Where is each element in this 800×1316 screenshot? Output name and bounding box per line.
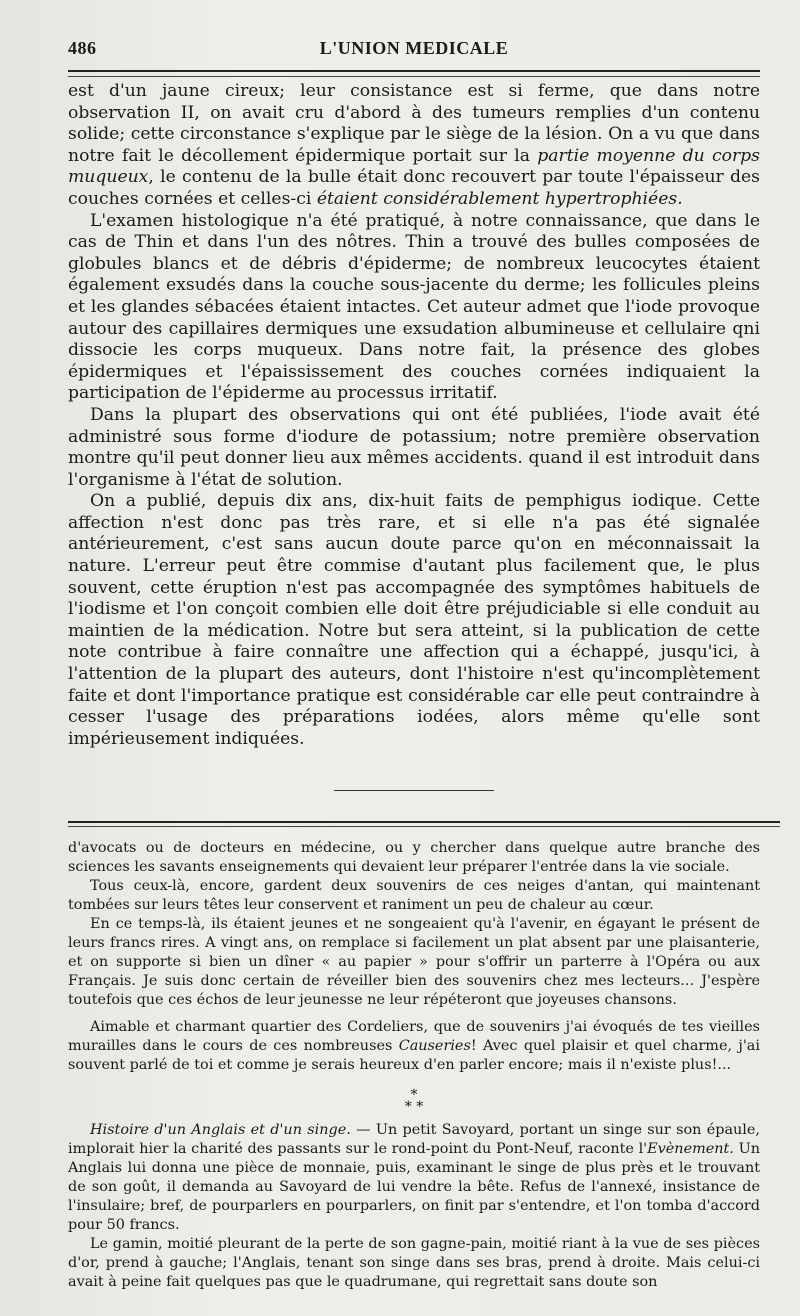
feuilleton-paragraph-1: d'avocats ou de docteurs en médecine, ou y chercher dans quelque autre branche des sciences les savants enseignements qui devaient leur préparer l'entrée dans la vie sociale. bbox=[68, 840, 760, 876]
feuilleton-divider-thin bbox=[68, 826, 780, 827]
feuilleton-divider bbox=[68, 821, 780, 823]
feuilleton-section bbox=[68, 839, 760, 1292]
article-paragraph-3: Dans la plupart des observations qui ont été publiées, l'iode avait été administré sous forme d'iodure de potassium; notre première observation montre qu'il peut donner lieu aux mêmes accidents. quand il est introduit dans l'organisme à l'état de solution. bbox=[68, 404, 760, 490]
article-paragraph-2: L'examen histologique n'a été pratiqué, à notre connaissance, que dans le cas de Thin et dans l'un des nôtres. Thin a trouvé des bulles composées de globules blancs et de débris d'épiderme; de nombreux leucocytes étaient également exsudés dans la couche sous-jacente du derme; les follicules pleins et les glandes sébacées étaient intactes. Cet auteur admet que l'iode provoque autour des capillaires dermiques une exsudation albumineuse et cellulaire qni dissocie les corps muqueux. Dans notre fait, la présence des globes épidermiques et l'épaississement des couches cornées indiquaient la participation de l'épiderme au processus irritatif. bbox=[68, 210, 760, 404]
main-article bbox=[68, 81, 760, 750]
feuilleton-paragraph-5: Histoire d'un Anglais et d'un singe. — Un petit Savoyard, portant un singe sur son épaule, implorait hier la charité des passants sur le rond-point du Pont-Neuf, raconte l'Evènement. Un Anglais lui donna une pièce de monnaie, puis, examinant le singe de plus près et le trouvant de son goût, il demanda au Savoyard de lui vendre la bête. Refus de l'annexé, insistance de l'insulaire; bref, de pourparlers en pourparlers, on finit par s'entendre, et l'on tomba d'accord pour 50 francs. bbox=[68, 1122, 760, 1234]
journal-title: L'UNION MEDICALE bbox=[319, 38, 509, 58]
feuilleton-paragraph-3: En ce temps-là, ils étaient jeunes et ne songeaient qu'à l'avenir, en égayant le présent de leurs francs rires. A vingt ans, on remplace si facilement un plat absent par une plaisanterie, et on supporte si bien un dîner « au papier » pour s'offrir un parterre à l'Opéra ou aux Français. Je suis donc certain de réveiller bien des souvenirs chez mes lecteurs... J'espère toutefois que ces échos de leur jeunesse ne leur répéteront que joyeuses chansons. bbox=[68, 916, 760, 1009]
feuilleton-paragraph-2: Tous ceux-là, encore, gardent deux souvenirs de ces neiges d'antan, qui maintenant tombées sur leurs têtes leur conservent et raniment un peu de chaleur au cœur. bbox=[68, 878, 760, 914]
feuilleton-paragraph-4: Aimable et charmant quartier des Cordeliers, que de souvenirs j'ai évoqués de tes vieilles murailles dans le cours de ces nombreuses Causeries! Avec quel plaisir et quel charme, j'ai souvent parlé de toi et comme je serais heureux d'en parler encore; mais il n'existe plus!... bbox=[68, 1019, 760, 1074]
italic-phrase: Causeries bbox=[398, 1038, 471, 1055]
page-header bbox=[68, 38, 760, 68]
article-paragraph-4: On a publié, depuis dix ans, dix-huit faits de pemphigus iodique. Cette affection n'est donc pas très rare, et si elle n'a pas été signalée antérieurement, c'est sans aucun doute parce qu'on en méconnaissait la nature. L'erreur peut être commise d'autant plus facilement que, le plus souvent, cette éruption n'est pas accompagnée des symptômes habituels de l'iodisme et l'on conçoit combien elle doit être préjudiciable si elle conduit au maintien de la médication. Notre but sera atteint, si la publication de cette note contribue à faire connaître une affection qui a échappé, jusqu'ici, à l'attention de la plupart des auteurs, dont l'histoire n'est qu'incomplètement faite et dont l'importance pratique est considérable car elle peut contraindre à cesser l'usage des préparations iodées, alors même qu'elle sont impérieusement indiquées. bbox=[68, 491, 760, 749]
italic-phrase: Evènement. bbox=[647, 1141, 734, 1158]
italic-heading: Histoire d'un Anglais et d'un singe. bbox=[90, 1122, 351, 1139]
header-rule-thin bbox=[68, 76, 760, 77]
article-end-rule bbox=[334, 790, 494, 791]
article-paragraph-1: est d'un jaune cireux; leur consistance est si ferme, que dans notre observation II, on avait cru d'abord à des tumeurs remplies d'un contenu solide; cette circonstance s'explique par le siège de la lésion. On a vu que dans notre fait le décollement épidermique portait sur la partie moyenne du corps muqueux, le contenu de la bulle était donc recouvert par toute l'épaisseur des couches cornées et celles-ci étaient considérablement hypertrophiées. bbox=[68, 81, 760, 209]
header-rule bbox=[68, 70, 760, 72]
page-number: 486 bbox=[68, 38, 97, 58]
feuilleton-paragraph-6: Le gamin, moitié pleurant de la perte de son gagne-pain, moitié riant à la vue de ses pièces d'or, prend à gauche; l'Anglais, tenant son singe dans ses bras, prend à droite. Mais celui-ci avait à peine fait quelques pas que le quadrumane, qui regrettait sans doute son bbox=[68, 1236, 760, 1291]
asterism: * * * bbox=[404, 1087, 424, 1116]
italic-phrase: partie moyenne du corps muqueux bbox=[68, 145, 760, 188]
italic-phrase: étaient considérablement hypertrophiées. bbox=[316, 188, 683, 209]
